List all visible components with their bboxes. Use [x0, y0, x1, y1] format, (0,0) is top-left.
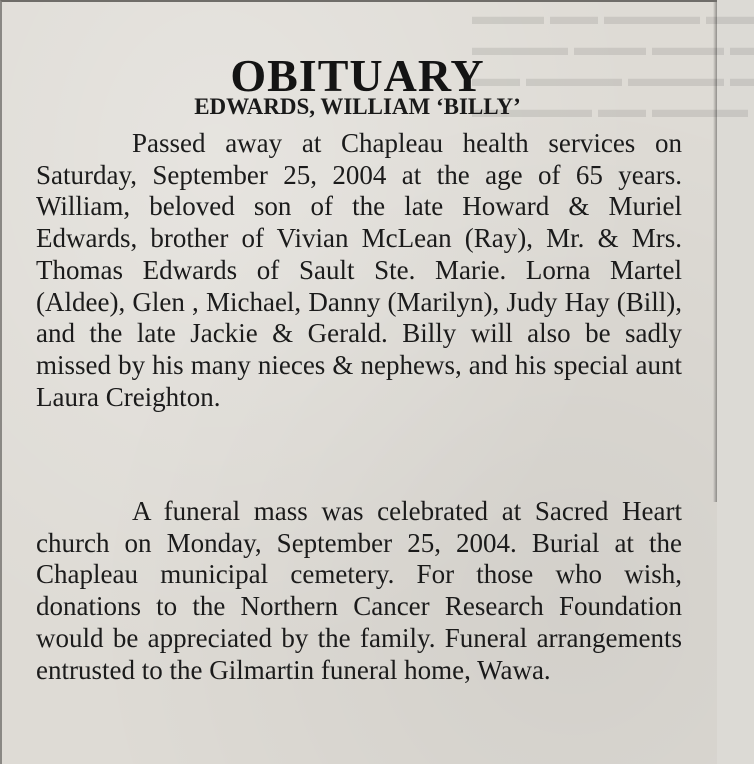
obituary-paragraph-2: A funeral mass was celebrated at Sacred Heart church on Monday, September 25, 2004. Burial at the Chapleau municipal cemetery. For those who wish, donations to the Northern Cancer Research Foundation would be appreciated by the family. Funeral arrangements entrusted to the Gilmartin funeral home, Wawa. [36, 496, 682, 685]
deceased-name: EDWARDS, WILLIAM ‘BILLY’ [194, 94, 521, 120]
obituary-heading: OBITUARY [230, 49, 485, 101]
show-through-texture: ▬▬▬ ▬▬ ▬▬▬▬ ▬▬ ▬▬▬▬ ▬▬▬ ▬▬▬ ▬ ▬▬ ▬▬▬▬ ▬▬▬▬ ▬ ▬▬▬▬▬ ▬▬ ▬▬▬▬ [472, 4, 754, 123]
clipping-edge-shadow [713, 2, 717, 502]
obituary-paragraph-1: Passed away at Chapleau health services on Saturday, September 25, 2004 at the age of 65 years. William, beloved son of the late Howard & Muriel Edwards, brother of Vivian McLean (Ray), Mr. & Mrs. Thomas Edwards of Sault Ste. Marie. Lorna Martel (Aldee), Glen , Michael, Danny (Marilyn), Judy Hay (Bill), and the late Jackie & Gerald. Billy will also be sadly missed by his many nieces & nephews, and his special aunt Laura Creighton. [36, 128, 682, 412]
